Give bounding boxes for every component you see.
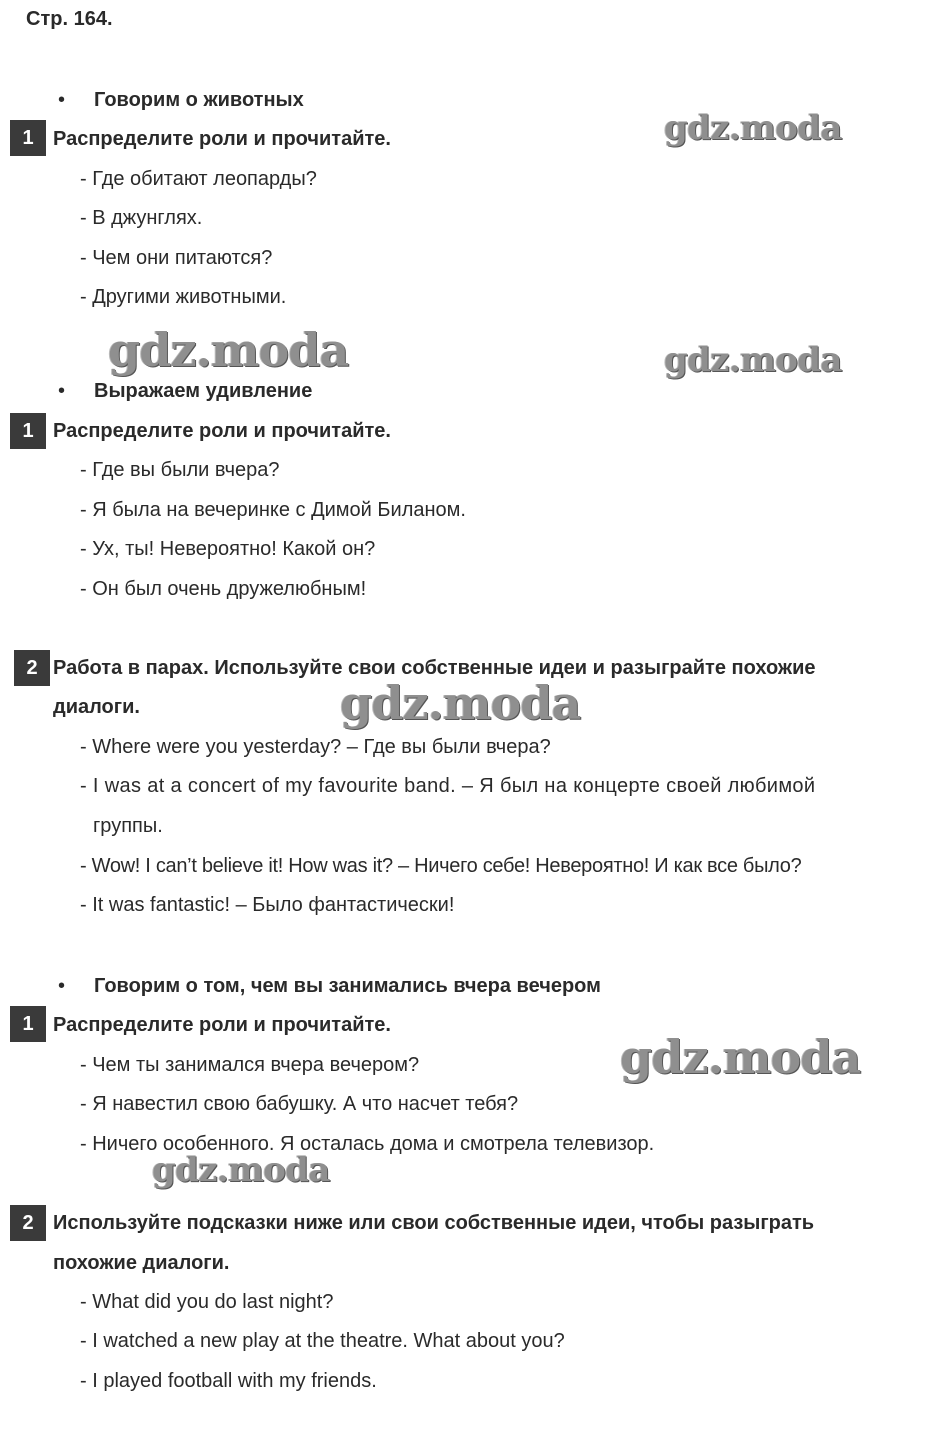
dialogue-line: - Где обитают леопарды?: [80, 168, 317, 190]
dialogue-line: - Ничего особенного. Я осталась дома и смотрела телевизор.: [80, 1133, 655, 1155]
watermark-logo: gdz.moda: [108, 323, 349, 377]
bullet: •: [58, 89, 66, 111]
task-number: 2: [14, 650, 50, 686]
task-instruction: Распределите роли и прочитайте.: [53, 128, 391, 150]
dialogue-line: - Я навестил свою бабушку. А что насчет тебя?: [80, 1093, 519, 1115]
dialogue-line: - Wow! I can’t believe it! How was it? – Ничего себе! Невероятно! И как все было?: [80, 855, 802, 877]
task-number: 1: [10, 413, 46, 449]
bullet: •: [58, 380, 66, 402]
watermark-logo: gdz.moda: [664, 108, 842, 148]
bullet: •: [58, 975, 66, 997]
watermark-logo: gdz.moda: [152, 1150, 330, 1190]
task-number: 1: [10, 120, 46, 156]
dialogue-line: - В джунглях.: [80, 207, 203, 229]
task-instruction-cont: похожие диалоги.: [53, 1252, 230, 1274]
task-instruction-cont: диалоги.: [53, 696, 140, 718]
dialogue-line: - Where were you yesterday? – Где вы были вчера?: [80, 736, 551, 758]
watermark-logo: gdz.moda: [664, 340, 842, 380]
dialogue-line: - Ух, ты! Невероятно! Какой он?: [80, 538, 376, 560]
dialogue-line: - Другими животными.: [80, 286, 287, 308]
dialogue-line: - Чем ты занимался вчера вечером?: [80, 1054, 420, 1076]
task-number: 1: [10, 1006, 46, 1042]
section-topic: Выражаем удивление: [94, 380, 313, 402]
section-topic: Говорим о животных: [94, 89, 304, 111]
dialogue-line: - It was fantastic! – Было фантастически!: [80, 894, 455, 916]
task-instruction: Распределите роли и прочитайте.: [53, 420, 391, 442]
dialogue-line: - I watched a new play at the theatre. What about you?: [80, 1330, 565, 1352]
task-instruction: Используйте подсказки ниже или свои собственные идеи, чтобы разыграть: [53, 1212, 815, 1234]
dialogue-line: - I played football with my friends.: [80, 1370, 377, 1392]
dialogue-line: - Он был очень дружелюбным!: [80, 578, 367, 600]
section-topic: Говорим о том, чем вы занимались вчера вечером: [94, 975, 601, 997]
dialogue-line-cont: группы.: [93, 815, 163, 837]
dialogue-line: - What did you do last night?: [80, 1291, 334, 1313]
watermark-logo: gdz.moda: [340, 676, 581, 730]
task-number: 2: [10, 1205, 46, 1241]
page-number: Стр. 164.: [26, 8, 113, 30]
task-instruction: Работа в парах. Используйте свои собственные идеи и разыграйте похожие: [53, 657, 816, 679]
dialogue-line: - Я была на вечеринке с Димой Биланом.: [80, 499, 466, 521]
watermark-logo: gdz.moda: [620, 1030, 861, 1084]
dialogue-line: - Чем они питаются?: [80, 247, 273, 269]
task-instruction: Распределите роли и прочитайте.: [53, 1014, 391, 1036]
dialogue-line: - I was at a concert of my favourite band. – Я был на концерте своей любимой: [80, 775, 816, 797]
dialogue-line: - Где вы были вчера?: [80, 459, 280, 481]
